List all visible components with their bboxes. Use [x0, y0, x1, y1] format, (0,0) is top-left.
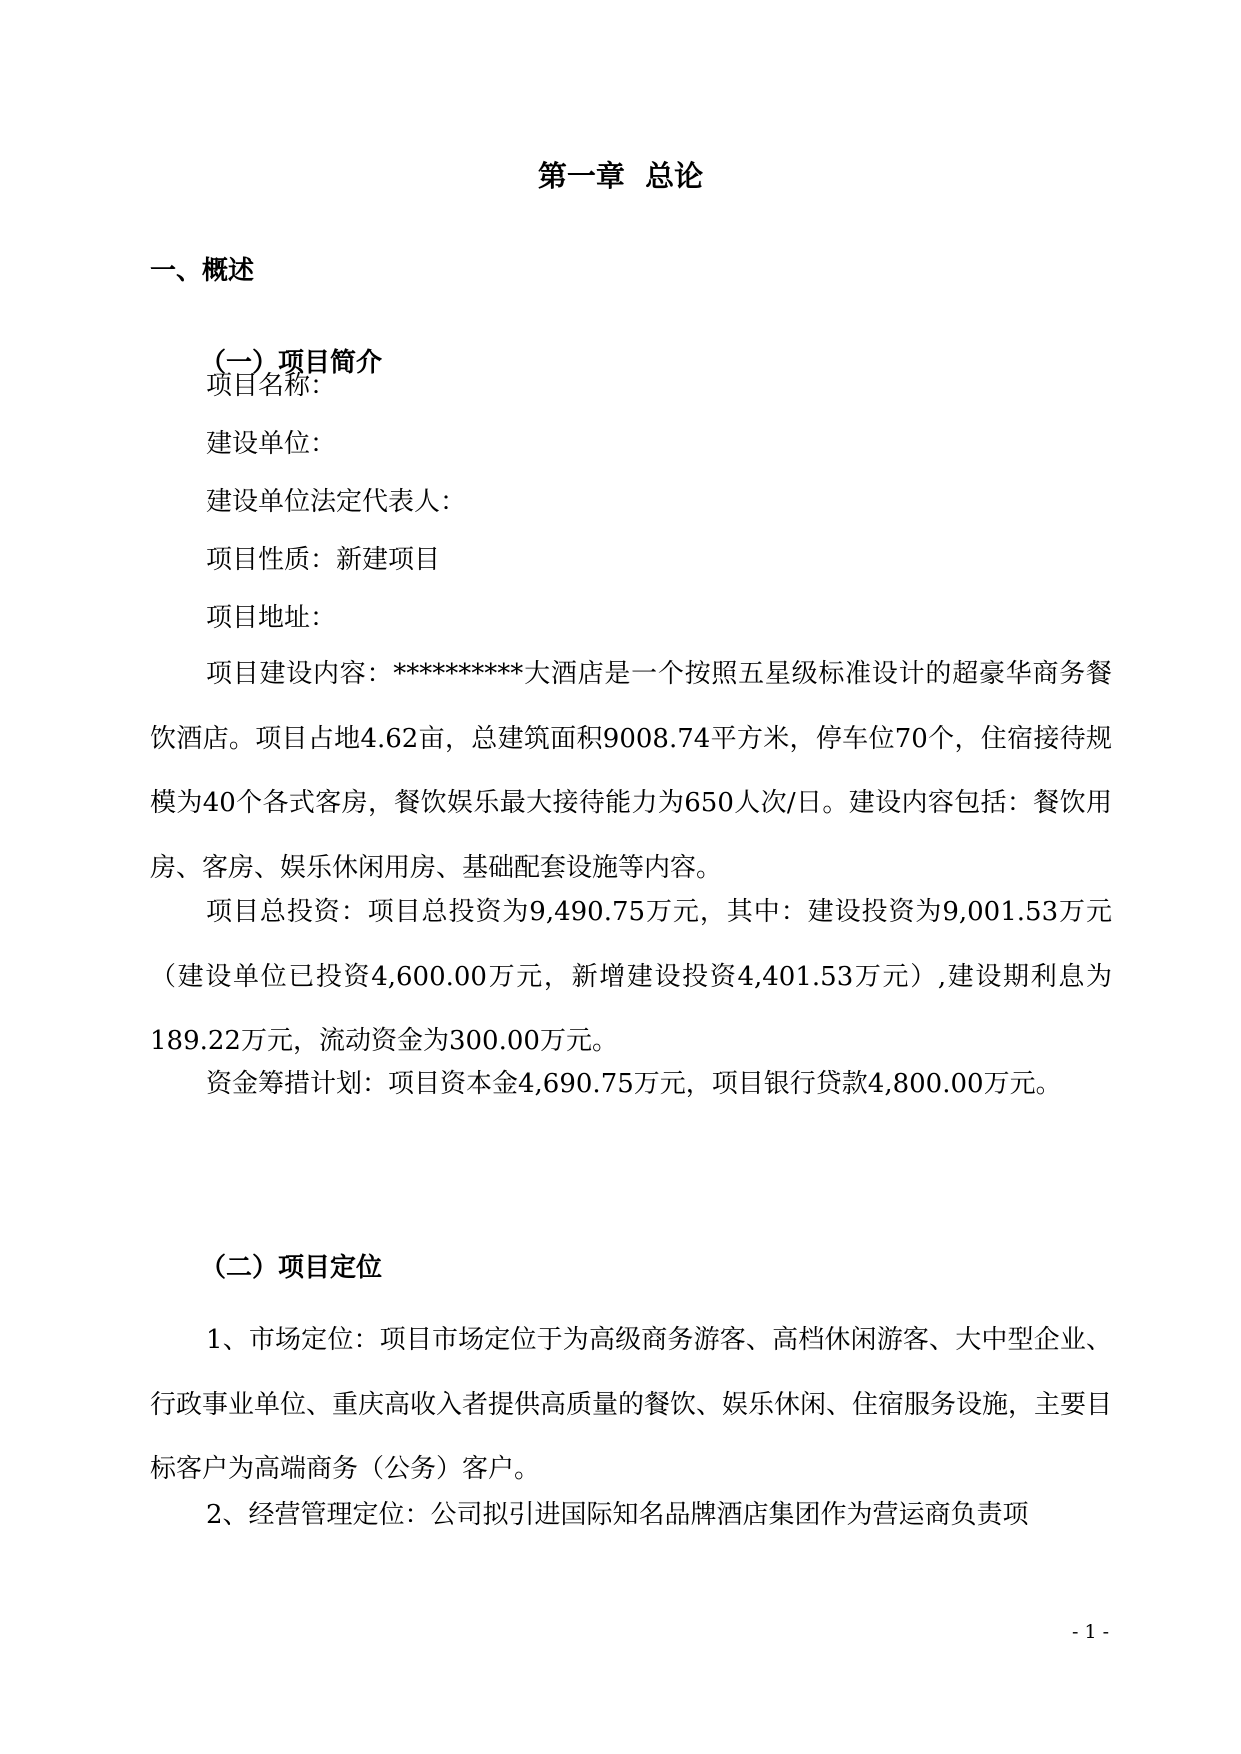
paragraph-market-positioning: 1、市场定位：项目市场定位于为高级商务游客、高档休闲游客、大中型企业、行政事业单位、重庆高收入者提供高质量的餐饮、娱乐休闲、住宿服务设施，主要目标客户为高端商务（公务）客户。	[150, 1325, 1113, 1484]
field-construction-unit: 建设单位：	[206, 429, 337, 459]
field-project-address: 项目地址：	[206, 603, 337, 633]
field-project-nature: 项目性质：新建项目	[206, 545, 441, 575]
subsection-heading-project-positioning: （二）项目定位	[200, 1253, 383, 1283]
page-number: - 1 -	[1071, 1621, 1109, 1643]
field-legal-representative: 建设单位法定代表人：	[206, 487, 467, 517]
field-project-name: 项目名称：	[206, 371, 337, 401]
section-heading-overview: 一、概述	[150, 256, 255, 286]
chapter-title: 第一章 总论	[537, 159, 704, 193]
paragraph-funding-plan: 资金筹措计划：项目资本金4,690.75万元，项目银行贷款4,800.00万元。	[206, 1069, 1062, 1099]
paragraph-construction-content: 项目建设内容：**********大酒店是一个按照五星级标准设计的超豪华商务餐饮酒店。项目占地4.62亩，总建筑面积9008.74平方米，停车位70个，住宿接待规模为40个各式客房，餐饮娱乐最大接待能力为650人次/日。建设内容包括：餐饮用房、客房、娱乐休闲用房、基础配套设施等内容。	[150, 659, 1112, 883]
subsection-heading-project-intro: （一）项目简介	[200, 348, 383, 378]
paragraph-total-investment: 项目总投资：项目总投资为9,490.75万元，其中：建设投资为9,001.53万元（建设单位已投资4,600.00万元，新增建设投资4,401.53万元）,建设期利息为189.22万元，流动资金为300.00万元。	[150, 897, 1112, 1056]
paragraph-management-positioning: 2、经营管理定位：公司拟引进国际知名品牌酒店集团作为营运商负责项	[206, 1500, 1029, 1530]
